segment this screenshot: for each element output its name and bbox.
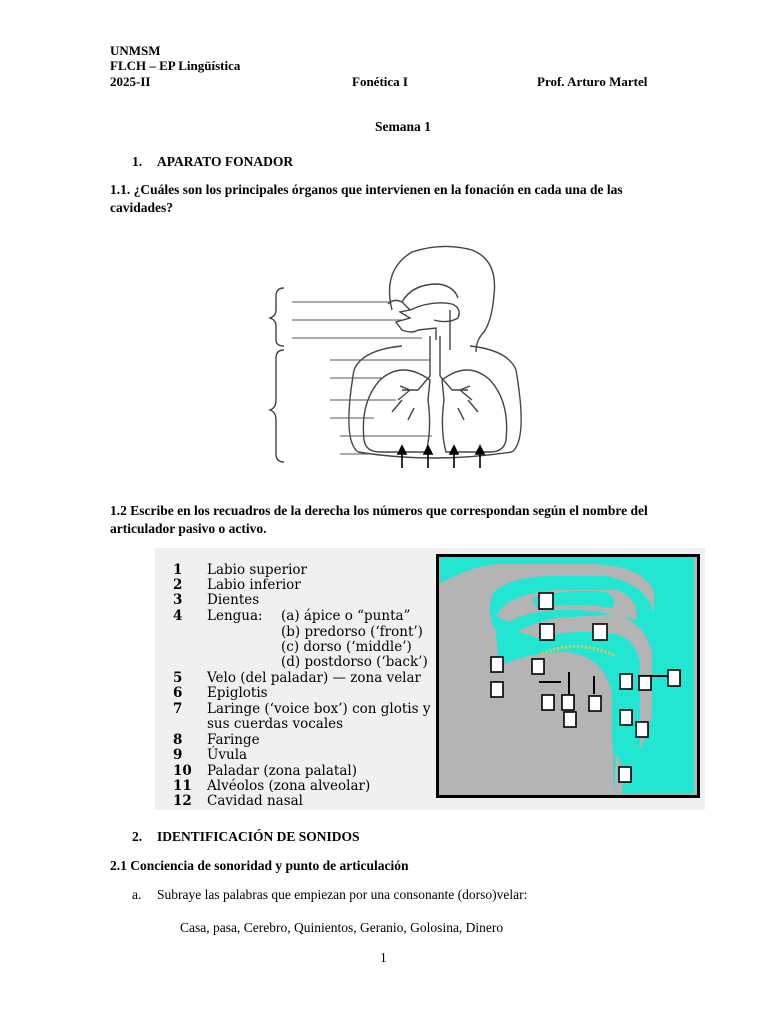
answer-box — [491, 657, 503, 672]
answer-box — [668, 670, 680, 686]
question-1-2: 1.2 Escribe en los recuadros de la derecha los números que correspondan según el nombre del articulador pasivo o activo. — [110, 503, 648, 536]
answer-box — [620, 710, 632, 725]
answer-box — [564, 712, 576, 727]
item-a-letter: a. — [132, 887, 142, 902]
week-title: Semana 1 — [375, 119, 431, 134]
question-1-1: 1.1. ¿Cuáles son los principales órganos que intervienen en la fonación en cada una de las cavidades? — [110, 182, 623, 215]
answer-box — [620, 674, 632, 689]
vocal-tract-diagram — [436, 554, 700, 798]
university-name: UNMSM — [110, 43, 161, 58]
answer-box — [562, 695, 574, 710]
section1-number: 1. — [132, 154, 143, 169]
upper-brace — [270, 288, 284, 346]
right-lung — [442, 370, 507, 452]
section2-number: 2. — [132, 829, 143, 844]
answer-box — [639, 676, 651, 690]
answer-box — [619, 767, 631, 782]
answer-box — [540, 624, 554, 640]
course-name: Fonética I — [352, 74, 408, 89]
lower-brace — [270, 350, 284, 462]
faculty-name: FLCH – EP Lingüística — [110, 58, 241, 73]
answer-box — [532, 659, 544, 674]
articulator-list: 1 Labio superior 2 Labio inferior 3 Dientes 4 Lengua: (a) ápice o “punta” (b) predorso (‘front’) (c) dorso (‘middle’) (d) postdorso (‘back’) 5 Velo (del paladar) — zona velar 6 Epiglotis 7 Laringe (‘voice box’) con glotis y sus cuerdas vocales 8 Faringe 9 Úvula 10 Paladar (zona palatal) 11 Alvéolos (zona alveolar) 12 Cavidad nasal — [173, 562, 431, 809]
respiratory-system-diagram — [262, 240, 540, 480]
trachea — [430, 336, 440, 376]
professor-name: Prof. Arturo Martel — [537, 74, 648, 89]
section1-title: APARATO FONADOR — [157, 154, 294, 169]
term-label: 2025-II — [110, 74, 151, 89]
item-a-text: Subraye las palabras que empiezan por una consonante (dorso)velar: — [157, 887, 528, 902]
left-lung — [363, 370, 430, 452]
head-outline — [390, 246, 495, 352]
word-list: Casa, pasa, Cerebro, Quinientos, Geranio, Golosina, Dinero — [180, 920, 504, 935]
answer-box — [589, 696, 601, 711]
answer-box — [542, 695, 554, 710]
tongue — [496, 652, 612, 794]
section2-1-title: 2.1 Conciencia de sonoridad y punto de articulación — [110, 858, 409, 873]
answer-box — [539, 593, 553, 609]
articulator-figure — [155, 548, 705, 810]
answer-box — [491, 682, 503, 697]
answer-box — [593, 624, 607, 640]
page-number: 1 — [380, 950, 387, 965]
section2-title: IDENTIFICACIÓN DE SONIDOS — [157, 829, 360, 844]
answer-box — [636, 722, 648, 737]
